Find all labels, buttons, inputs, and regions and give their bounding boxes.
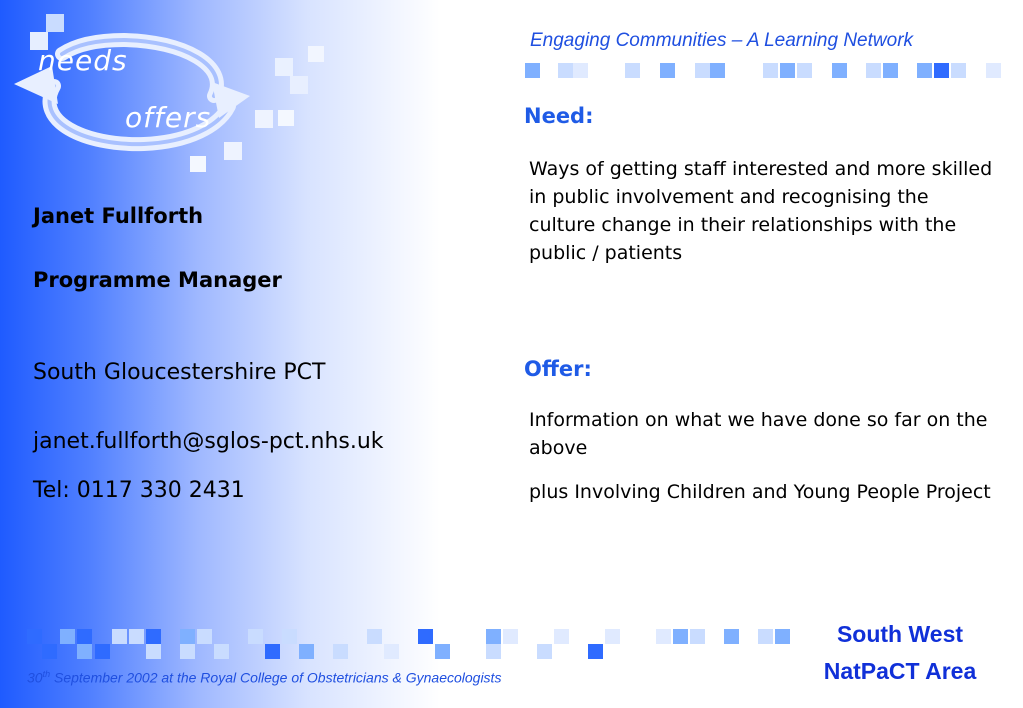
need-text: Ways of getting staff interested and more skilled in public involvement and recognising the culture change in their relationships with the public / patients [529,158,993,264]
contact-role: Programme Manager [33,268,282,292]
footer-date [27,669,501,686]
area-line-2: NatPaCT Area [823,658,977,684]
offer-heading: Offer: [524,357,592,381]
header-title: Engaging Communities – A Learning Network [530,30,914,51]
logo-needs-text: needs [38,44,128,77]
area-line-1: South West [836,621,964,647]
footer-month-year: September 2002 [50,669,158,686]
offer-text-2: plus Involving Children and Young People Project [529,481,991,503]
contact-email: janet.fullforth@sglos-pct.nhs.uk [33,429,384,454]
logo-offers-text: offers [125,101,212,134]
footer-ordinal: th [42,669,51,679]
footer-day: 30 [27,669,43,686]
contact-organisation: South Gloucestershire PCT [33,360,326,385]
contact-telephone: Tel: 0117 330 2431 [33,478,245,503]
offer-text-1: Information on what we have done so far on the above [529,409,988,459]
need-heading: Need: [524,104,594,128]
contact-name: Janet Fullforth [33,204,204,228]
footer-venue: at the Royal College of Obstetricians & Gynaecologists [157,669,502,686]
